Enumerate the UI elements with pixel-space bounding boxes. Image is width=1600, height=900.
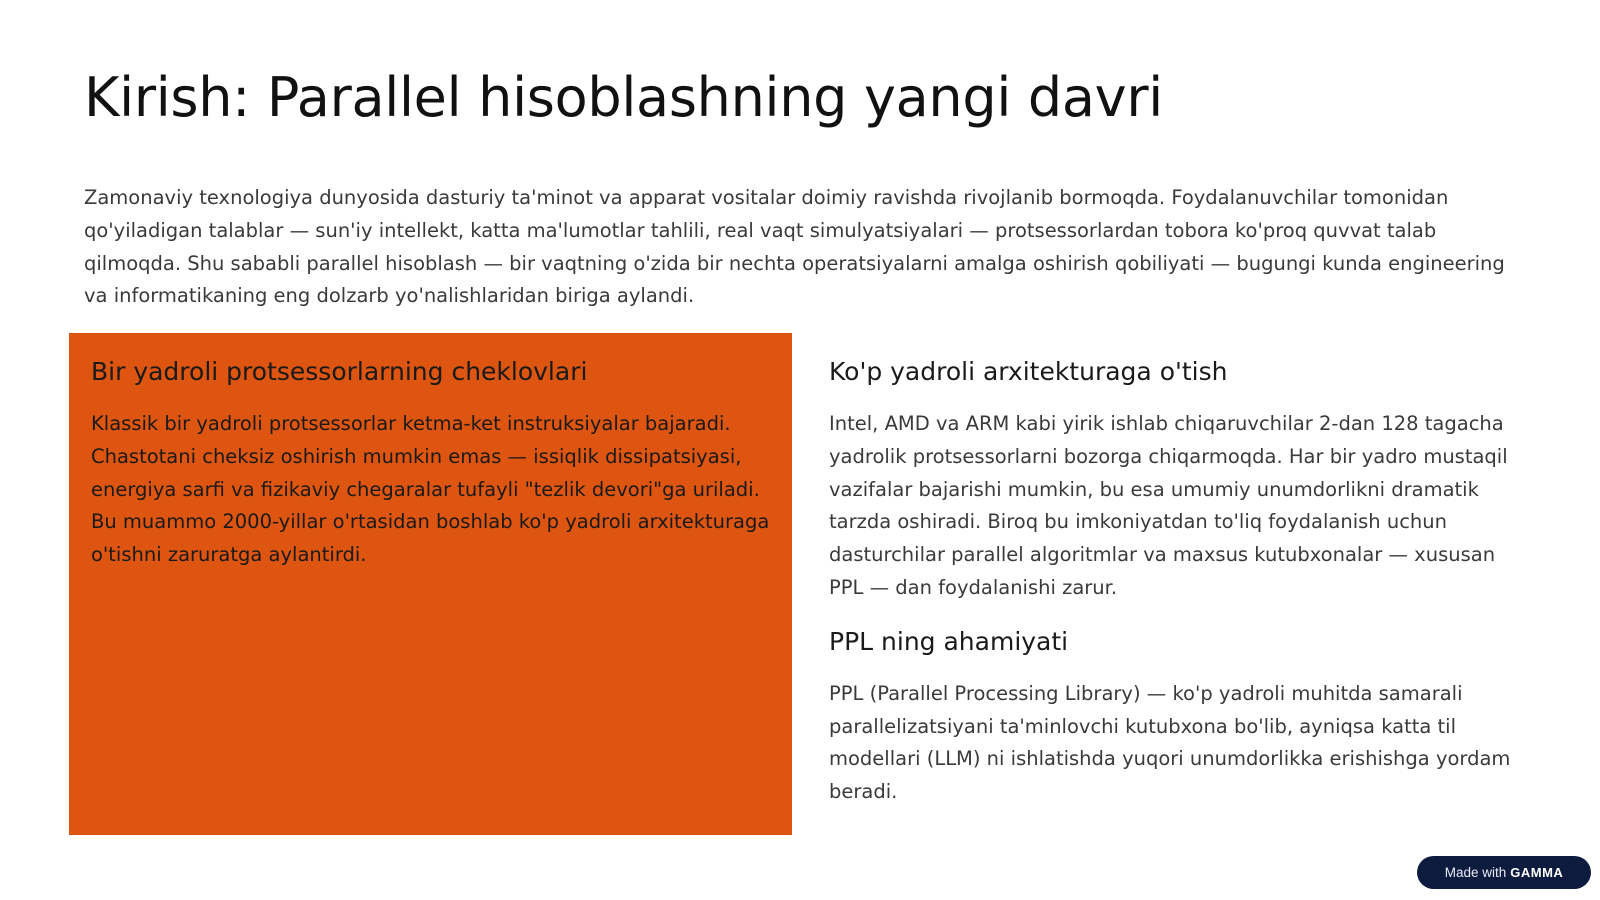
section-heading-ppl: PPL ning ahamiyati [829,626,1069,656]
section-body-ppl: PPL (Parallel Processing Library) — ko'p yadroli muhitda samarali parallelizatsiyani ta'minlovchi kutubxona bo'lib, ayniqsa katta til modellari (LLM) ni ishlatishda yuqori unumdorlikka erishishga yordam beradi. [829,681,1511,804]
gamma-logo: GAMMA [1510,865,1564,880]
right-column [829,353,1529,809]
highlight-card [69,333,792,835]
slide-title: Kirish: Parallel hisoblashning yangi davri [84,66,1163,129]
section-body-multicore: Intel, AMD va ARM kabi yirik ishlab chiqaruvchilar 2-dan 128 tagacha yadrolik protsessorlarni bozorga chiqarmoqda. Har bir yadro mustaqil vazifalar bajarishi mumkin, bu esa umumiy unumdorlikni dramatik tarzda oshiradi. Biroq bu imkoniyatdan to'liq foydalanish uchun dasturchilar parallel algoritmlar va maxsus kutubxonalar — xususan PPL — dan foydalanishi zarur. [829,412,1508,599]
card-body: Klassik bir yadroli protsessorlar ketma-ket instruksiyalar bajaradi. Chastotani cheksiz oshirish mumkin emas — issiqlik dissipatsiyasi, energiya sarfi va fizikaviy chegaralar tufayli "tezlik devori"ga uriladi. Bu muammo 2000-yillar o'rtasidan boshlab ko'p yadroli arxitekturaga o'tishni zaruratga aylantirdi. [91,412,770,567]
badge-prefix: Made with [1444,865,1507,880]
made-with-gamma-badge[interactable] [1417,856,1591,889]
section-heading-multicore: Ko'p yadroli arxitekturaga o'tish [829,357,1228,386]
intro-paragraph: Zamonaviy texnologiya dunyosida dasturiy ta'minot va apparat vositalar doimiy ravishda rivojlanib bormoqda. Foydalanuvchilar tomonidan qo'yiladigan talablar — sun'iy intellekt, katta ma'lumotlar tahlili, real vaqt simulyatsiyalari — protsessorlardan tobora ko'proq quvvat talab qilmoqda. Shu sababli parallel hisoblash — bir vaqtning o'zida bir nechta operatsiyalarni amalga oshirish qobiliyati — bugungi kunda engineering va informatikaning eng dolzarb yo'nalishlaridan biriga aylandi. [84,186,1505,308]
card-heading: Bir yadroli protsessorlarning cheklovlari [91,357,588,386]
